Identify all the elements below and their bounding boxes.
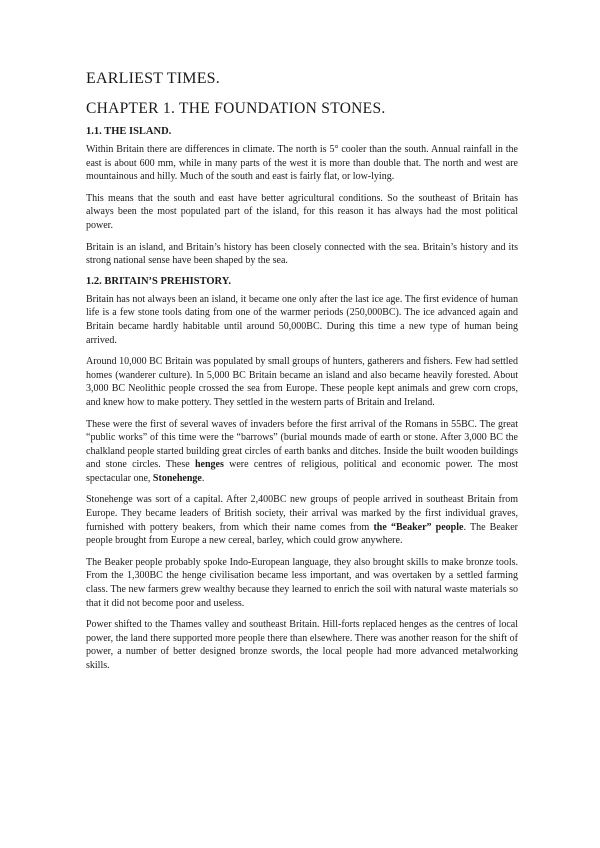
section-prehistory [86, 276, 518, 673]
term-beaker-people: the “Beaker” people [373, 521, 464, 533]
paragraph: Stonehenge was sort of a capital. After 2,400BC new groups of people arrived in southeast Britain from Europe. They became leaders of British society, their arrival was marked by the first individual graves, furnished with pottery beakers, from which their name comes from the “Beaker” people. The Beaker people brought from Europe a new cereal, barley, which could grow anywhere. [86, 494, 518, 547]
document-body [86, 126, 518, 681]
paragraph: Britain has not always been an island, it became one only after the last ice age. The first evidence of human life is a few stone tools dating from one of the warmer periods (250,000BC). The ice advanced again and Britain became hardly habitable until around 50,000BC. During this time a new type of human being arrived. [86, 293, 518, 346]
paragraph: These were the first of several waves of invaders before the first arrival of the Romans in 55BC. The great “public works” of this time were the “barrows” (burial mounds made of earth or stone. After 3,000 BC the chalkland people started building great circles of earth banks and ditches. Inside the built wooden buildings and stone circles. These henges were centres of religious, political and economic power. The most spectacular one, Stonehenge. [86, 418, 518, 484]
paragraph: This means that the south and east have better agricultural conditions. So the southeast of Britain has always been the most populated part of the island, for this reason it has always had the most political power. [86, 192, 518, 231]
paragraph: Britain is an island, and Britain’s history has been closely connected with the sea. Britain’s history and its strong national sense have been shaped by the sea. [86, 241, 518, 267]
section-heading: 1.2. BRITAIN’S PREHISTORY. [86, 275, 232, 287]
term-stonehenge: Stonehenge [152, 472, 202, 484]
section-heading: 1.1. THE ISLAND. [86, 126, 172, 137]
paragraph: The Beaker people probably spoke Indo-European language, they also brought skills to make bronze tools. From the 1,300BC the henge civilisation became less important, and was overtaken by a settled farming class. The new farmers grew wealthy because they learned to enrich the soil with natural waste materials so that it did not become poor and useless. [86, 556, 518, 609]
section-island [86, 126, 518, 268]
paragraph: Power shifted to the Thames valley and southeast Britain. Hill-forts replaced henges as the centres of local power, the land there supported more people there than elsewhere. There was another reason for the shift of power, a number of better designed bronze swords, the local people had more advanced metalworking skills. [86, 619, 518, 671]
paragraph: Within Britain there are differences in climate. The north is 5° cooler than the south. Annual rainfall in the east is about 600 mm, while in many parts of the west it is more than double that. The north and west are mountainous and hilly. Much of the south and east is fairly flat, or low-lying. [86, 144, 518, 183]
part-title: EARLIEST TIMES. [86, 70, 220, 87]
chapter-title: CHAPTER 1. THE FOUNDATION STONES. [86, 100, 386, 117]
term-henges: henges [194, 459, 224, 471]
paragraph: Around 10,000 BC Britain was populated by small groups of hunters, gatherers and fishers. Few had settled homes (wanderer culture). In 5,000 BC Britain became an island and also became heavily forested. About 3,000 BC Neolithic people crossed the sea from Europe. These people kept animals and grew corn crops, and knew how to make pottery. They settled in the western parts of Britain and Ireland. [86, 356, 518, 408]
